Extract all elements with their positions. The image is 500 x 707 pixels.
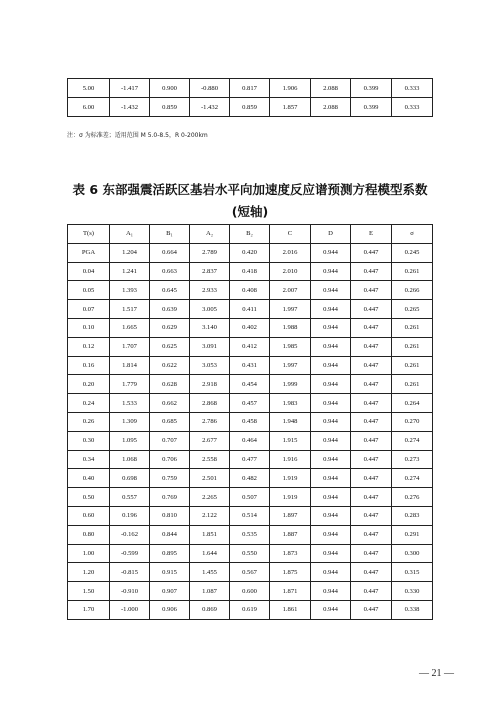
table-cell: 1.533 [110,394,150,413]
table-cell: 0.283 [392,506,433,525]
table-row [68,356,433,375]
table-cell: 1.20 [68,563,110,582]
table-cell: 0.447 [351,582,392,601]
table-cell: 1.997 [270,356,311,375]
table-cell: 0.915 [150,563,190,582]
table-cell: 0.05 [68,281,110,300]
table-row [68,600,433,619]
table-cell: 0.447 [351,450,392,469]
table-cell: 0.698 [110,469,150,488]
table-cell: 0.622 [150,356,190,375]
top-table-continuation [67,78,433,117]
table-cell: 0.944 [311,281,351,300]
table-cell: 1.70 [68,600,110,619]
table-cell: 0.859 [150,98,190,117]
table-cell: 5.00 [68,79,110,98]
table-cell: 0.567 [230,563,270,582]
table-row [68,412,433,431]
table-cell: 0.338 [392,600,433,619]
table-cell: 1.873 [270,544,311,563]
table-cell: 0.261 [392,262,433,281]
table-cell: 1.241 [110,262,150,281]
table-row [68,243,433,262]
table-cell: 0.30 [68,431,110,450]
table-cell: 0.261 [392,318,433,337]
table-cell: 0.261 [392,356,433,375]
table-cell: 0.412 [230,337,270,356]
table-cell: 0.900 [150,79,190,98]
table-cell: 1.517 [110,300,150,319]
table-cell: 0.557 [110,488,150,507]
table-cell: 0.20 [68,375,110,394]
table-cell: 0.514 [230,506,270,525]
table-cell: 1.887 [270,525,311,544]
table-cell: 1.707 [110,337,150,356]
table-cell: 6.00 [68,98,110,117]
table-cell: 2.677 [190,431,230,450]
table-cell: 0.507 [230,488,270,507]
table-cell: 0.447 [351,563,392,582]
table-cell: 0.50 [68,488,110,507]
table-cell: 1.665 [110,318,150,337]
table-note: 注：σ 为标准差；适用范围 M 5.0-8.5，R 0-200km [67,132,208,139]
table-cell: 0.274 [392,469,433,488]
table-cell: 0.535 [230,525,270,544]
table-cell: 0.447 [351,431,392,450]
table-cell: 0.40 [68,469,110,488]
table-cell: 0.859 [230,98,270,117]
table-cell: 0.664 [150,243,190,262]
table-cell: 0.447 [351,488,392,507]
table-cell: 2.789 [190,243,230,262]
table-cell: 1.861 [270,600,311,619]
table-cell: 0.639 [150,300,190,319]
coefficient-table [67,224,433,620]
table-row [68,375,433,394]
table-cell: 0.34 [68,450,110,469]
table-cell: -0.880 [190,79,230,98]
table-cell: 0.411 [230,300,270,319]
table-cell: -0.910 [110,582,150,601]
table-cell: 0.944 [311,525,351,544]
table-cell: 0.454 [230,375,270,394]
table-cell: 0.447 [351,300,392,319]
table-cell: 3.053 [190,356,230,375]
table-cell: 0.477 [230,450,270,469]
table-cell: 0.944 [311,544,351,563]
table-cell: 1.988 [270,318,311,337]
column-header: T(s) [68,225,110,244]
coefficient-table-body [68,243,433,619]
table-cell: 0.944 [311,506,351,525]
table-cell: 1.851 [190,525,230,544]
table-cell: -1.432 [190,98,230,117]
table-cell: 0.276 [392,488,433,507]
table-cell: 1.779 [110,375,150,394]
table-cell: 0.645 [150,281,190,300]
table-cell: 0.418 [230,262,270,281]
table-cell: 3.140 [190,318,230,337]
table-cell: 2.918 [190,375,230,394]
table-cell: 0.619 [230,600,270,619]
table-cell: 0.447 [351,337,392,356]
table-cell: 3.091 [190,337,230,356]
table-cell: 0.447 [351,600,392,619]
table-cell: 0.266 [392,281,433,300]
table-row [68,488,433,507]
table-cell: 0.273 [392,450,433,469]
table-cell: 1.087 [190,582,230,601]
table-cell: 0.261 [392,375,433,394]
table-title: 表 6 东部强震活跃区基岩水平向加速度反应谱预测方程模型系数 [72,182,428,197]
table-cell: 1.985 [270,337,311,356]
table-cell: 0.274 [392,431,433,450]
table-cell: 0.944 [311,600,351,619]
table-cell: 1.814 [110,356,150,375]
table-row [68,300,433,319]
table-cell: 0.458 [230,412,270,431]
table-cell: 0.944 [311,450,351,469]
table-cell: 0.261 [392,337,433,356]
table-cell: 0.420 [230,243,270,262]
table-cell: -0.162 [110,525,150,544]
table-row [68,450,433,469]
table-row [68,469,433,488]
column-header: C [270,225,311,244]
column-header: σ [392,225,433,244]
table-cell: 1.068 [110,450,150,469]
table-cell: 0.315 [392,563,433,582]
table-cell: 0.447 [351,544,392,563]
table-cell: 0.291 [392,525,433,544]
table-cell: 0.629 [150,318,190,337]
table-cell: 0.408 [230,281,270,300]
table-cell: 0.482 [230,469,270,488]
table-cell: 2.007 [270,281,311,300]
table-cell: 1.919 [270,469,311,488]
table-cell: 0.944 [311,243,351,262]
table-cell: 0.447 [351,506,392,525]
table-row [68,262,433,281]
table-cell: 0.447 [351,394,392,413]
table-cell: 0.26 [68,412,110,431]
table-cell: 1.897 [270,506,311,525]
table-cell: 0.906 [150,600,190,619]
table-cell: 0.464 [230,431,270,450]
table-cell: 0.707 [150,431,190,450]
table-cell: 0.944 [311,300,351,319]
table-cell: 0.10 [68,318,110,337]
table-cell: 0.944 [311,318,351,337]
table-row [68,506,433,525]
table-cell: 1.919 [270,488,311,507]
table-cell: 0.662 [150,394,190,413]
header-row [68,225,433,244]
table-cell: 2.088 [311,98,351,117]
table-cell: 0.399 [351,79,392,98]
table-cell: 0.245 [392,243,433,262]
table-cell: 0.663 [150,262,190,281]
table-cell: 0.447 [351,375,392,394]
table-cell: 1.997 [270,300,311,319]
table-cell: PGA [68,243,110,262]
table-row [68,525,433,544]
table-cell: -1.000 [110,600,150,619]
table-cell: 0.447 [351,412,392,431]
table-subtitle: (短轴) [231,204,269,219]
table-cell: 0.944 [311,356,351,375]
column-header: D [311,225,351,244]
table-cell: -1.417 [110,79,150,98]
table-row [68,337,433,356]
table-cell: -0.815 [110,563,150,582]
table-cell: 0.944 [311,488,351,507]
table-row [68,318,433,337]
table-cell: 1.948 [270,412,311,431]
table-cell: -1.432 [110,98,150,117]
table-cell: 0.944 [311,337,351,356]
table-cell: 1.393 [110,281,150,300]
table-cell: 0.60 [68,506,110,525]
table-cell: 1.00 [68,544,110,563]
table-cell: 0.944 [311,375,351,394]
table-cell: 0.600 [230,582,270,601]
table-cell: 0.817 [230,79,270,98]
column-header: A₂ [190,225,230,244]
table-cell: 0.330 [392,582,433,601]
table-cell: 0.24 [68,394,110,413]
table-row [68,79,433,98]
table-cell: 0.759 [150,469,190,488]
table-cell: 1.50 [68,582,110,601]
table-cell: 1.906 [270,79,311,98]
table-cell: 0.333 [392,79,433,98]
table-cell: 2.016 [270,243,311,262]
table-cell: 0.04 [68,262,110,281]
table-cell: 0.895 [150,544,190,563]
table-cell: 1.644 [190,544,230,563]
table-cell: 0.447 [351,356,392,375]
table-cell: 0.447 [351,281,392,300]
table-cell: 0.844 [150,525,190,544]
table-cell: 0.944 [311,394,351,413]
table-cell: 0.270 [392,412,433,431]
table-cell: -0.599 [110,544,150,563]
table-row [68,544,433,563]
table-cell: 0.264 [392,394,433,413]
table-cell: 1.875 [270,563,311,582]
table-cell: 2.558 [190,450,230,469]
table-cell: 1.455 [190,563,230,582]
table-cell: 3.005 [190,300,230,319]
table-cell: 0.944 [311,431,351,450]
table-cell: 2.501 [190,469,230,488]
table-cell: 2.088 [311,79,351,98]
table-cell: 0.447 [351,318,392,337]
table-cell: 0.769 [150,488,190,507]
table-row [68,563,433,582]
table-cell: 0.16 [68,356,110,375]
table-cell: 0.628 [150,375,190,394]
table-cell: 1.204 [110,243,150,262]
table-cell: 2.837 [190,262,230,281]
table-cell: 0.265 [392,300,433,319]
table-cell: 0.457 [230,394,270,413]
table-cell: 2.786 [190,412,230,431]
column-header: B₂ [230,225,270,244]
column-header: A₁ [110,225,150,244]
table-cell: 2.265 [190,488,230,507]
table-cell: 0.07 [68,300,110,319]
table-cell: 0.944 [311,582,351,601]
table-cell: 0.685 [150,412,190,431]
table-cell: 0.12 [68,337,110,356]
table-cell: 0.550 [230,544,270,563]
table-cell: 0.944 [311,469,351,488]
table-cell: 0.447 [351,243,392,262]
table-cell: 0.625 [150,337,190,356]
table-cell: 0.80 [68,525,110,544]
table-row [68,281,433,300]
column-header: E [351,225,392,244]
table-cell: 2.010 [270,262,311,281]
table-cell: 1.857 [270,98,311,117]
table-cell: 0.810 [150,506,190,525]
table-cell: 0.333 [392,98,433,117]
table-cell: 2.933 [190,281,230,300]
table-cell: 0.431 [230,356,270,375]
table-cell: 0.196 [110,506,150,525]
table-cell: 0.447 [351,262,392,281]
table-cell: 0.706 [150,450,190,469]
table-row [68,582,433,601]
table-row [68,98,433,117]
table-cell: 0.944 [311,563,351,582]
table-cell: 0.300 [392,544,433,563]
page-number: — 21 — [419,668,454,679]
table-cell: 0.944 [311,412,351,431]
table-cell: 0.907 [150,582,190,601]
table-cell: 1.095 [110,431,150,450]
table-cell: 2.122 [190,506,230,525]
table-cell: 0.944 [311,262,351,281]
column-header: B₁ [150,225,190,244]
table-row [68,394,433,413]
table-cell: 1.983 [270,394,311,413]
table-cell: 1.915 [270,431,311,450]
table-cell: 0.869 [190,600,230,619]
table-cell: 1.916 [270,450,311,469]
table-cell: 1.871 [270,582,311,601]
top-table-body [68,79,433,117]
table-cell: 0.447 [351,525,392,544]
table-row [68,431,433,450]
table-cell: 1.999 [270,375,311,394]
table-cell: 1.309 [110,412,150,431]
table-cell: 0.399 [351,98,392,117]
table-cell: 0.447 [351,469,392,488]
table-cell: 0.402 [230,318,270,337]
table-cell: 2.868 [190,394,230,413]
